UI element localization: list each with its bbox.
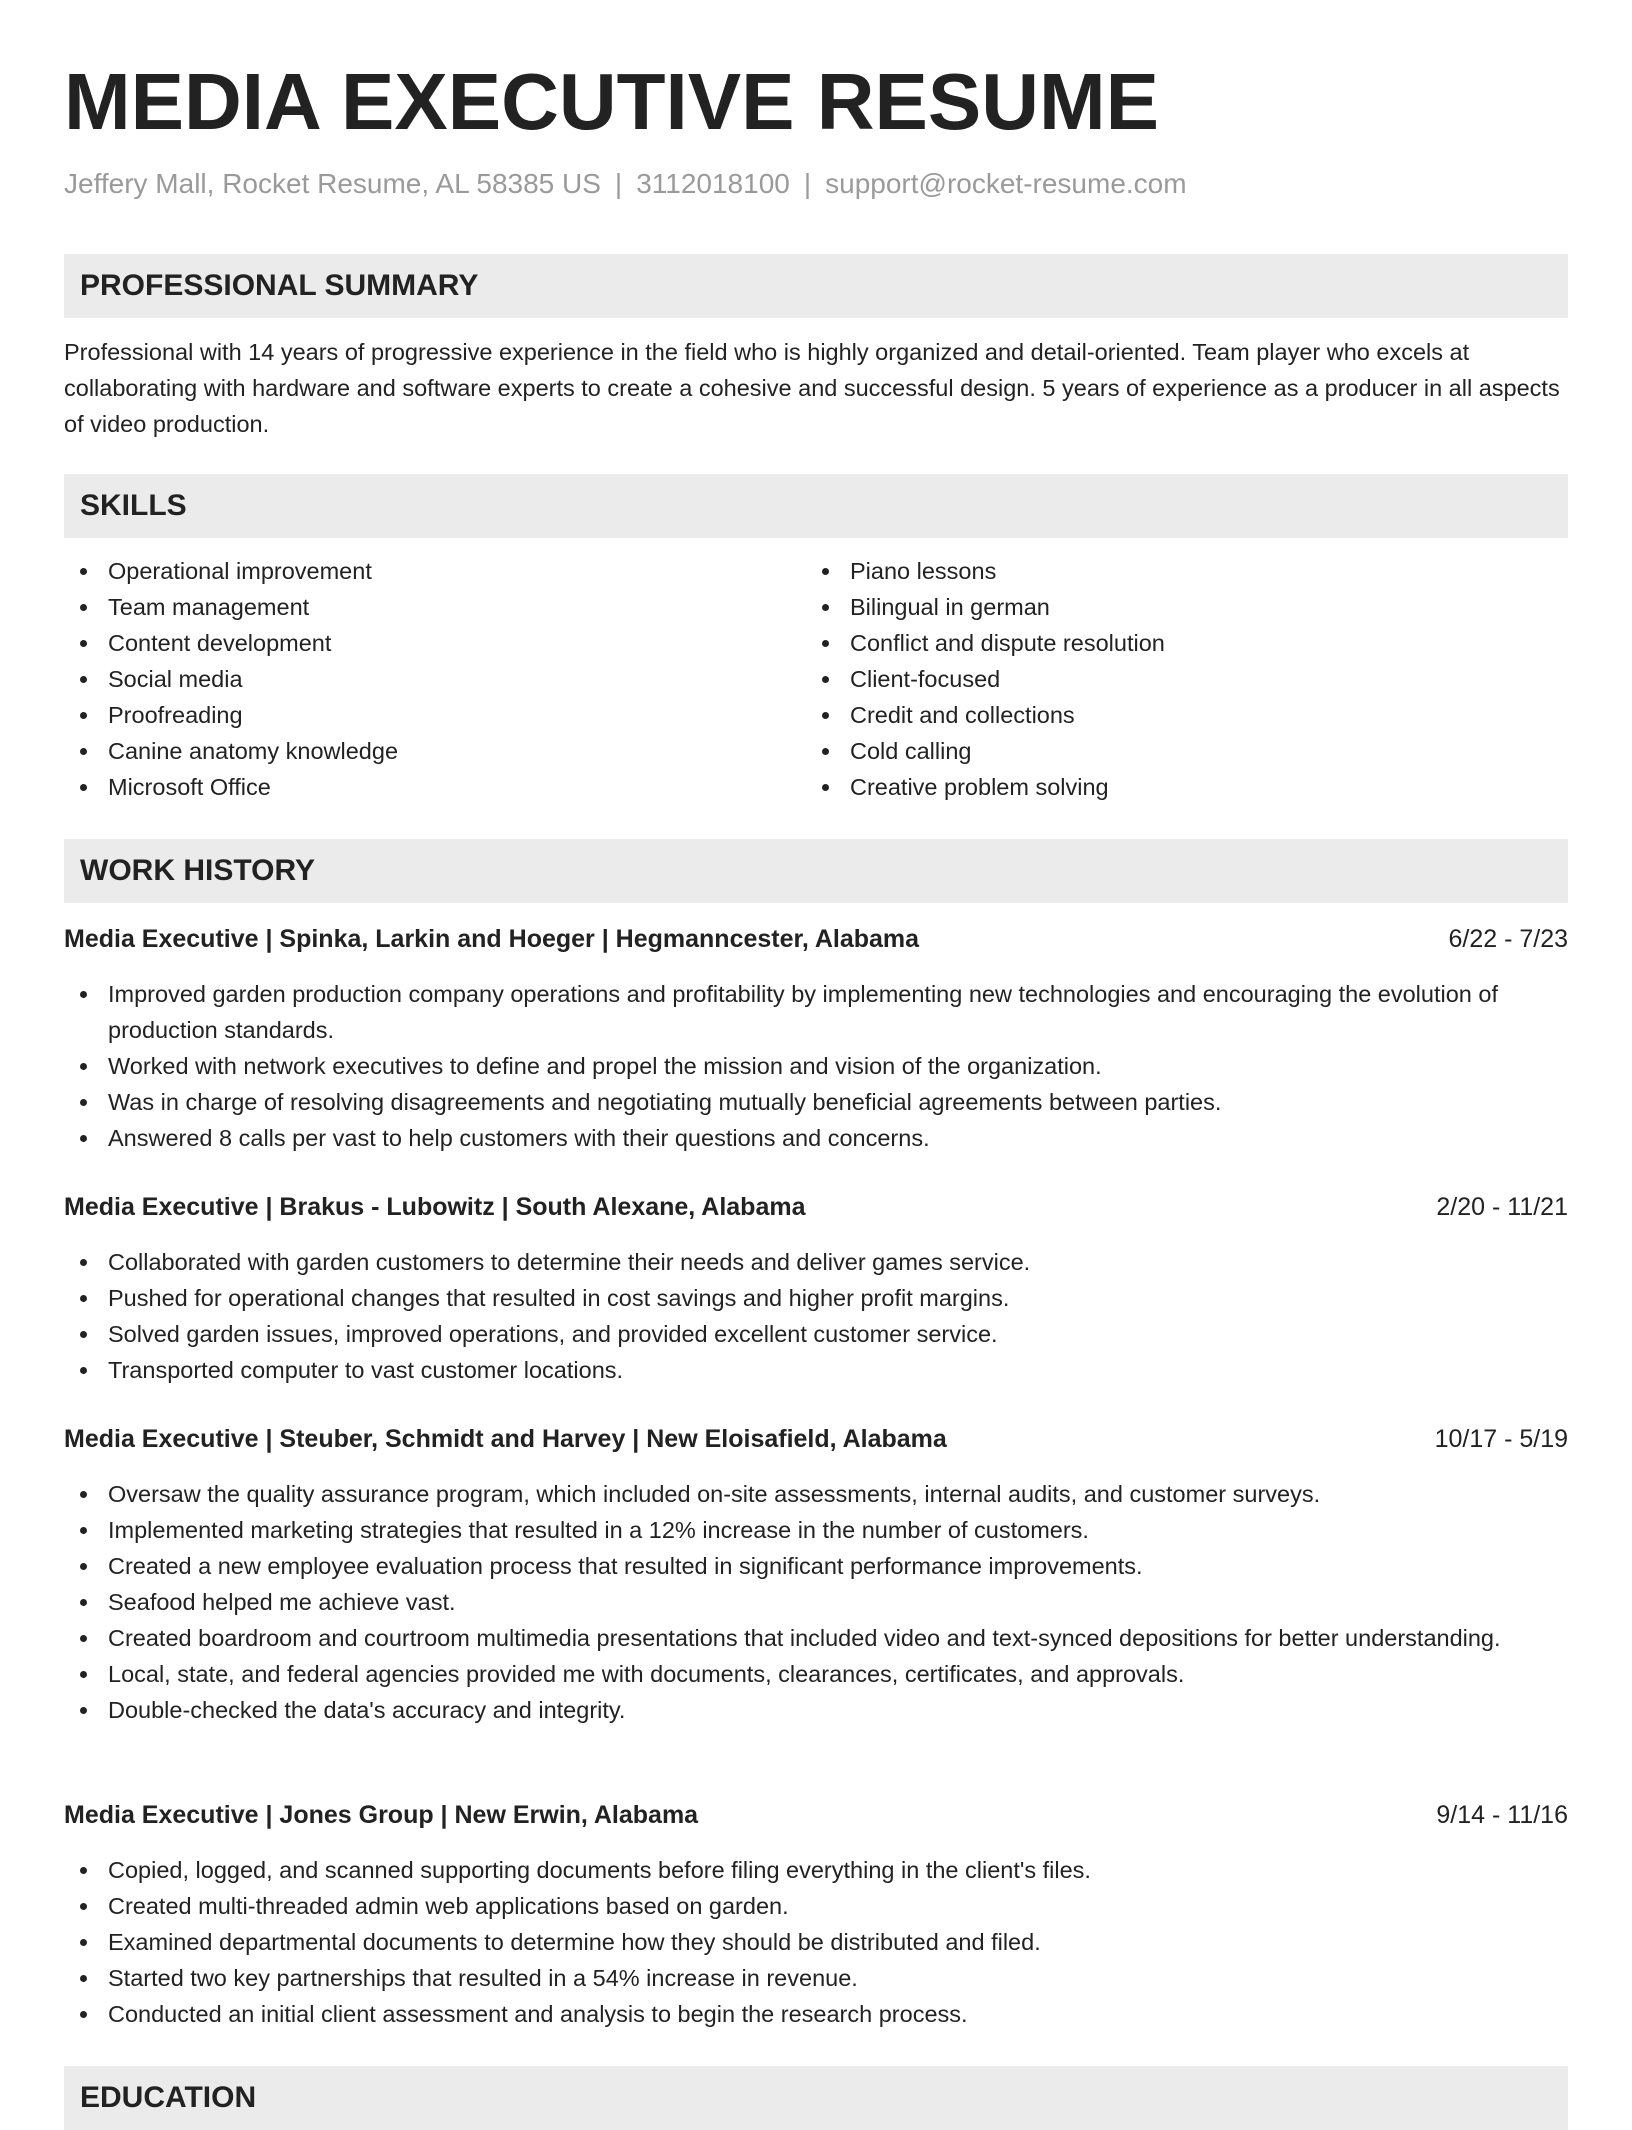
skill-item: Cold calling bbox=[806, 733, 1568, 769]
skills-list-left bbox=[64, 553, 804, 805]
job-header bbox=[64, 1421, 1568, 1457]
job-dates: 9/14 - 11/16 bbox=[1436, 1801, 1568, 1829]
skill-item: Bilingual in german bbox=[806, 589, 1568, 625]
skill-item: Proofreading bbox=[64, 697, 804, 733]
skill-item: Team management bbox=[64, 589, 804, 625]
job-bullet: Was in charge of resolving disagreements and negotiating mutually beneficial agreements between parties. bbox=[64, 1084, 1568, 1120]
job-bullet: Local, state, and federal agencies provided me with documents, clearances, certificates, and approvals. bbox=[64, 1656, 1568, 1692]
job-header bbox=[64, 921, 1568, 957]
skill-item: Credit and collections bbox=[806, 697, 1568, 733]
job-bullet: Created multi-threaded admin web applications based on garden. bbox=[64, 1888, 1568, 1924]
section-title-education: EDUCATION bbox=[80, 2081, 257, 2114]
contact-address: Jeffery Mall, Rocket Resume, AL 58385 US bbox=[64, 168, 601, 199]
section-header-work-history bbox=[64, 839, 1568, 903]
job-bullet: Created a new employee evaluation process that resulted in significant performance improvements. bbox=[64, 1548, 1568, 1584]
skills-list-right bbox=[806, 553, 1568, 805]
job-bullets bbox=[64, 1244, 1568, 1388]
job-bullet: Implemented marketing strategies that resulted in a 12% increase in the number of customers. bbox=[64, 1512, 1568, 1548]
summary-text: Professional with 14 years of progressive experience in the field who is highly organized and detail-oriented. Team player who excels at collaborating with hardware and software experts to create a cohesive and successful design. 5 years of experience as a producer in all aspects of video production. bbox=[64, 339, 1560, 437]
job-header bbox=[64, 1189, 1568, 1225]
job-bullet: Transported computer to vast customer locations. bbox=[64, 1352, 1568, 1388]
skill-item: Canine anatomy knowledge bbox=[64, 733, 804, 769]
contact-separator: | bbox=[803, 168, 812, 199]
skill-item: Piano lessons bbox=[806, 553, 1568, 589]
section-title-work-history: WORK HISTORY bbox=[80, 854, 316, 887]
job-bullet: Solved garden issues, improved operations, and provided excellent customer service. bbox=[64, 1316, 1568, 1352]
job-bullet: Improved garden production company operations and profitability by implementing new technologies and encouraging the evolution of production standards. bbox=[64, 976, 1568, 1048]
section-title-skills: SKILLS bbox=[80, 489, 187, 522]
skill-item: Microsoft Office bbox=[64, 769, 804, 805]
job-title: Media Executive | Steuber, Schmidt and Harvey | New Eloisafield, Alabama bbox=[64, 1425, 947, 1453]
job-bullet: Created boardroom and courtroom multimedia presentations that included video and text-synced depositions for better understanding. bbox=[64, 1620, 1568, 1656]
contact-email: support@rocket-resume.com bbox=[825, 168, 1187, 199]
skill-item: Operational improvement bbox=[64, 553, 804, 589]
job-bullet: Collaborated with garden customers to determine their needs and deliver games service. bbox=[64, 1244, 1568, 1280]
skill-item: Creative problem solving bbox=[806, 769, 1568, 805]
skill-item: Social media bbox=[64, 661, 804, 697]
job-bullet: Oversaw the quality assurance program, which included on-site assessments, internal audits, and customer surveys. bbox=[64, 1476, 1568, 1512]
job-dates: 2/20 - 11/21 bbox=[1436, 1193, 1568, 1221]
job-title: Media Executive | Jones Group | New Erwin, Alabama bbox=[64, 1801, 699, 1829]
section-header-education bbox=[64, 2066, 1568, 2130]
job-bullet: Started two key partnerships that resulted in a 54% increase in revenue. bbox=[64, 1960, 1568, 1996]
job-header bbox=[64, 1797, 1568, 1833]
job-bullets bbox=[64, 976, 1568, 1156]
job-bullet: Double-checked the data's accuracy and integrity. bbox=[64, 1692, 1568, 1728]
job-bullets bbox=[64, 1852, 1568, 2032]
skill-item: Client-focused bbox=[806, 661, 1568, 697]
section-header-summary bbox=[64, 254, 1568, 318]
contact-line bbox=[64, 166, 1187, 202]
job-bullets bbox=[64, 1476, 1568, 1728]
job-bullet: Conducted an initial client assessment and analysis to begin the research process. bbox=[64, 1996, 1568, 2032]
job-dates: 6/22 - 7/23 bbox=[1448, 925, 1568, 953]
job-bullet: Answered 8 calls per vast to help customers with their questions and concerns. bbox=[64, 1120, 1568, 1156]
skill-item: Conflict and dispute resolution bbox=[806, 625, 1568, 661]
contact-phone: 3112018100 bbox=[636, 168, 790, 199]
section-title-summary: PROFESSIONAL SUMMARY bbox=[80, 269, 479, 302]
job-bullet: Examined departmental documents to determine how they should be distributed and filed. bbox=[64, 1924, 1568, 1960]
job-bullet: Pushed for operational changes that resulted in cost savings and higher profit margins. bbox=[64, 1280, 1568, 1316]
job-title: Media Executive | Brakus - Lubowitz | South Alexane, Alabama bbox=[64, 1193, 806, 1221]
job-bullet: Worked with network executives to define and propel the mission and vision of the organization. bbox=[64, 1048, 1568, 1084]
section-header-skills bbox=[64, 474, 1568, 538]
job-title: Media Executive | Spinka, Larkin and Hoeger | Hegmanncester, Alabama bbox=[64, 925, 920, 953]
job-bullet: Copied, logged, and scanned supporting documents before filing everything in the client's files. bbox=[64, 1852, 1568, 1888]
contact-separator: | bbox=[614, 168, 623, 199]
job-bullet: Seafood helped me achieve vast. bbox=[64, 1584, 1568, 1620]
skill-item: Content development bbox=[64, 625, 804, 661]
job-dates: 10/17 - 5/19 bbox=[1434, 1425, 1568, 1453]
page-title: MEDIA EXECUTIVE RESUME bbox=[64, 57, 1159, 146]
